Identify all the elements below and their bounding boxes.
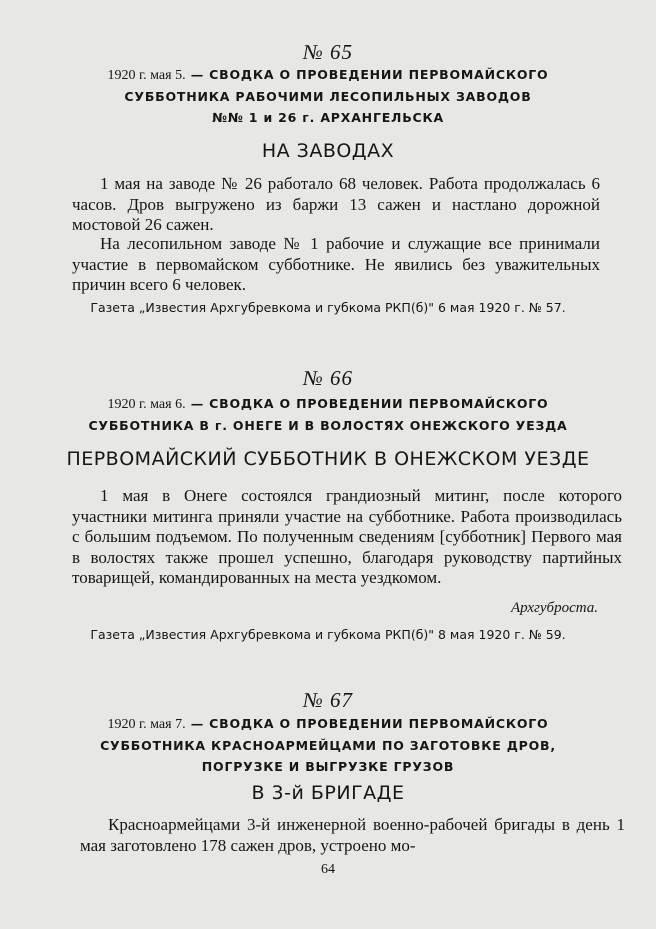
page-number: 64: [321, 862, 335, 877]
heading-line: СУББОТНИКА В г. ОНЕГЕ И В ВОЛОСТЯХ ОНЕЖСКОГО УЕЗДА: [88, 418, 568, 433]
section-subtitle-65: НА ЗАВОДАХ: [261, 140, 395, 162]
document-date: 1920 г. мая 5.: [107, 68, 186, 83]
paragraph: Красноармейцами 3-й инженерной военно-рабочей бригады в день 1 мая заготовлено 178 сажен дров, устроено мо-: [80, 815, 625, 855]
heading-line: ПОГРУЗКЕ И ВЫГРУЗКЕ ГРУЗОВ: [201, 759, 455, 774]
source-citation-66: Газета „Известия Архгубревкома и губкома РКП(б)" 8 мая 1920 г. № 59.: [90, 627, 566, 642]
paragraph: На лесопильном заводе № 1 рабочие и служащие все принимали участие в первомайском субботнике. Не явились без уважительных причин всего 6 человек.: [72, 234, 600, 294]
heading-line: 1920 г. мая 6. — СВОДКА О ПРОВЕДЕНИИ ПЕРВОМАЙСКОГО: [107, 396, 549, 412]
section-subtitle-67: В 3-й БРИГАДЕ: [251, 782, 405, 804]
paragraph: 1 мая в Онеге состоялся грандиозный митинг, после которого участники митинга приняли участие на субботнике. Работа производилась с большим подъемом. По полученным сведениям [субботник] Первого мая в волостях также прошел успешно, благодаря руководству партийных товарищей, командированных на места уездкомом.: [72, 486, 622, 587]
heading-line: СУББОТНИКА КРАСНОАРМЕЙЦАМИ ПО ЗАГОТОВКЕ ДРОВ,: [100, 738, 556, 753]
heading-line: СУББОТНИКА РАБОЧИМИ ЛЕСОПИЛЬНЫХ ЗАВОДОВ: [124, 89, 532, 104]
document-number-66: № 66: [302, 366, 354, 390]
paragraph: 1 мая на заводе № 26 работало 68 человек. Работа продолжалась 6 часов. Дров выгружено из баржи 13 сажен и настлано дорожной мостовой 26 сажен.: [72, 174, 600, 234]
section-subtitle-66: ПЕРВОМАЙСКИЙ СУББОТНИК В ОНЕЖСКОМ УЕЗДЕ: [66, 448, 590, 470]
heading-line: 1920 г. мая 7. — СВОДКА О ПРОВЕДЕНИИ ПЕРВОМАЙСКОГО: [107, 716, 549, 732]
document-heading-66: [40, 393, 616, 436]
source-citation-65: Газета „Известия Архгубревкома и губкома РКП(б)" 6 мая 1920 г. № 57.: [90, 300, 566, 315]
document-date: 1920 г. мая 6.: [107, 397, 186, 412]
document-number-67: № 67: [302, 688, 354, 712]
signature: Архгуброста.: [511, 600, 598, 616]
document-number-65: № 65: [302, 40, 354, 64]
heading-line: №№ 1 и 26 г. АРХАНГЕЛЬСКА: [211, 110, 445, 125]
document-heading-65: [40, 64, 616, 128]
heading-line: 1920 г. мая 5. — СВОДКА О ПРОВЕДЕНИИ ПЕРВОМАЙСКОГО: [107, 67, 549, 83]
document-heading-67: [40, 713, 616, 777]
document-date: 1920 г. мая 7.: [107, 717, 186, 732]
